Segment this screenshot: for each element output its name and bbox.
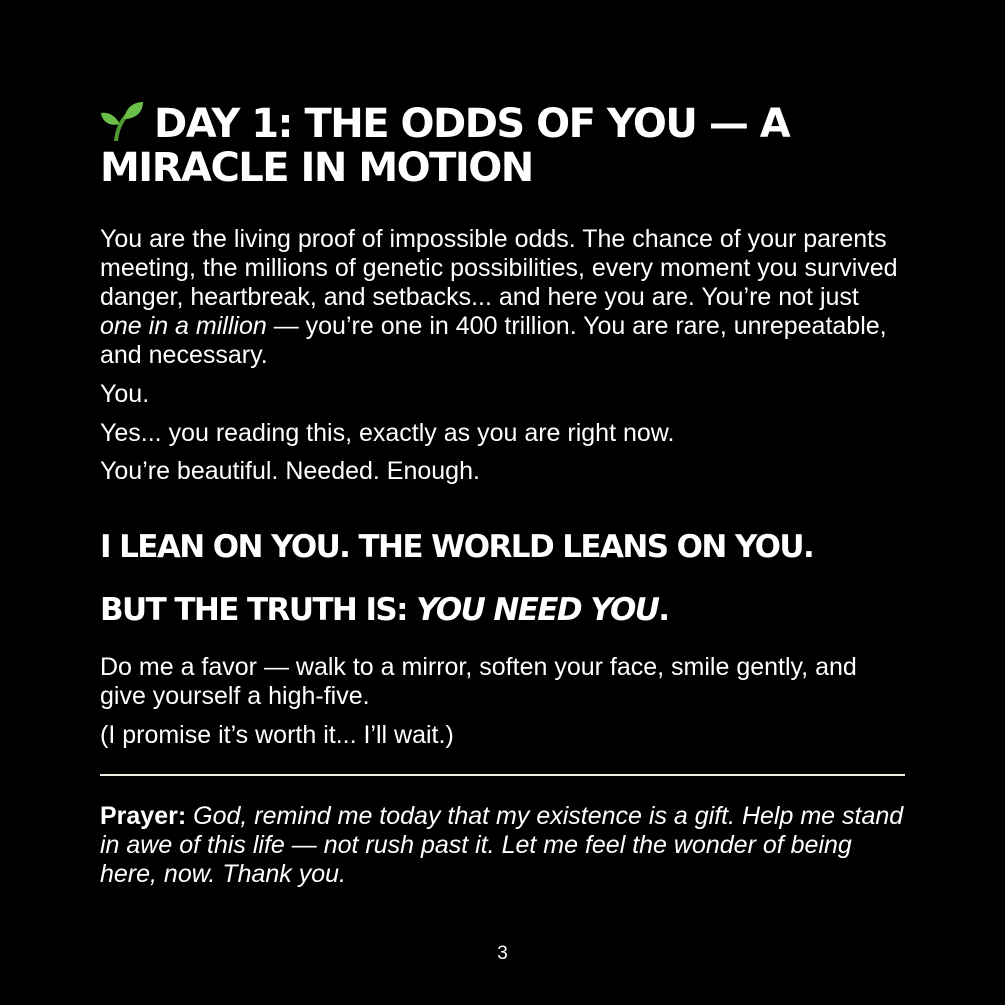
heading-truth-emphasis: YOU NEED YOU — [416, 592, 659, 628]
line-beautiful: You’re beautiful. Needed. Enough. — [100, 457, 480, 485]
page-title-text: DAY 1: THE ODDS OF YOU — A MIRACLE IN MOTION — [100, 101, 790, 191]
seedling-icon — [100, 101, 144, 141]
page-title — [100, 101, 905, 190]
line-you: You. — [100, 380, 150, 408]
prayer-text: God, remind me today that my existence is a gift. Help me stand in awe of this life — not rush past it. Let me feel the wonder of being here, now. Thank you. — [100, 802, 904, 888]
prayer-label: Prayer: — [100, 802, 187, 830]
divider — [100, 774, 905, 776]
heading-lean: I LEAN ON YOU. THE WORLD LEANS ON YOU. — [100, 529, 814, 565]
favor-paragraph: Do me a favor — walk to a mirror, soften your face, smile gently, and give yourself a high-five. — [100, 653, 857, 710]
page — [100, 0, 905, 1005]
prayer-paragraph — [100, 802, 905, 889]
intro-emphasis: one in a million — [100, 312, 267, 340]
intro-text-end: — you’re one in 400 trillion. You are rare, unrepeatable, and necessary. — [100, 312, 887, 369]
heading-truth-prefix: BUT THE TRUTH IS: — [100, 592, 417, 628]
promise-line: (I promise it’s worth it... I’ll wait.) — [100, 721, 454, 749]
line-yes: Yes... you reading this, exactly as you are right now. — [100, 419, 675, 447]
heading-truth-suffix: . — [658, 592, 669, 628]
intro-text: You are the living proof of impossible odds. The chance of your parents meeting, the millions of genetic possibilities, every moment you survived danger, heartbreak, and setbacks... and here you are. You’re not just — [100, 225, 898, 311]
intro-paragraph — [100, 225, 905, 370]
heading-truth — [100, 592, 668, 628]
page-number: 3 — [497, 943, 508, 964]
